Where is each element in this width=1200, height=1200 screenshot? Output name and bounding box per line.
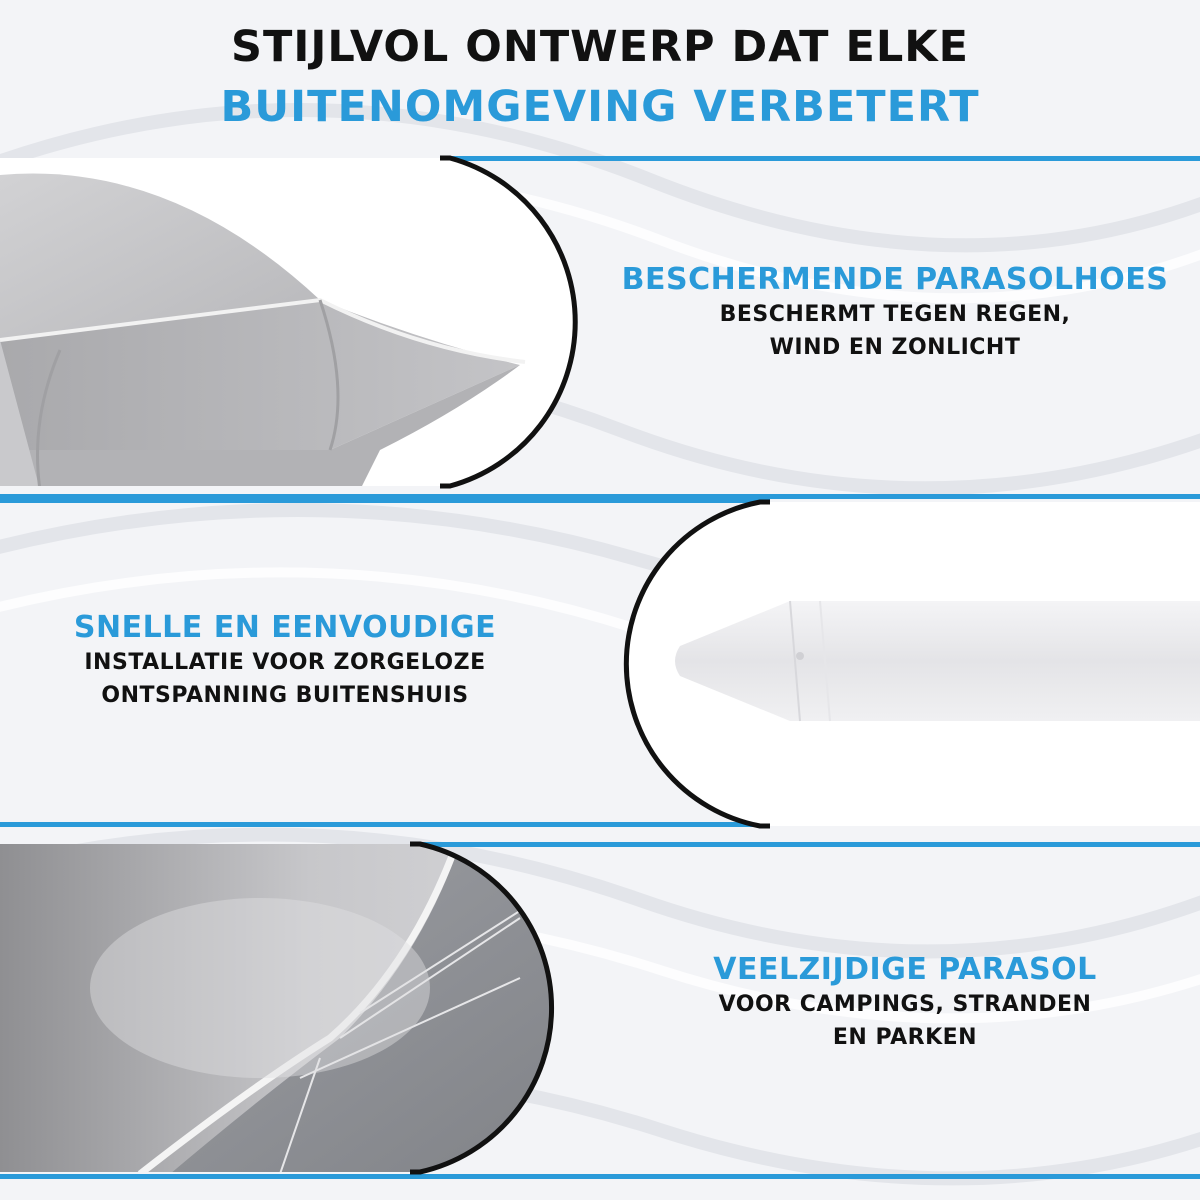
feature-1-desc-line-2: WIND EN ZONLICHT [769, 335, 1021, 360]
feature-3 [640, 952, 1170, 1054]
feature-1 [595, 262, 1195, 364]
feature-3-desc-line-1: VOOR CAMPINGS, STRANDEN [718, 992, 1092, 1017]
headline-line-1: STIJLVOL ONTWERP DAT ELKE [231, 22, 969, 72]
feature-3-desc-line-2: EN PARKEN [832, 1025, 978, 1050]
feature-1-title: BESCHERMENDE PARASOLHOES [621, 262, 1169, 297]
feature-1-desc-line-1: BESCHERMT TEGEN REGEN, [719, 302, 1071, 327]
feature-3-title: VEELZIJDIGE PARASOL [713, 952, 1097, 987]
feature-2-desc-line-1: INSTALLATIE VOOR ZORGELOZE [84, 650, 486, 675]
headline-line-2: BUITENOMGEVING VERBETERT [220, 82, 980, 132]
feature-2 [20, 610, 550, 712]
feature-2-desc-line-2: ONTSPANNING BUITENSHUIS [101, 683, 469, 708]
feature-2-title: SNELLE EN EENVOUDIGE [73, 610, 497, 645]
